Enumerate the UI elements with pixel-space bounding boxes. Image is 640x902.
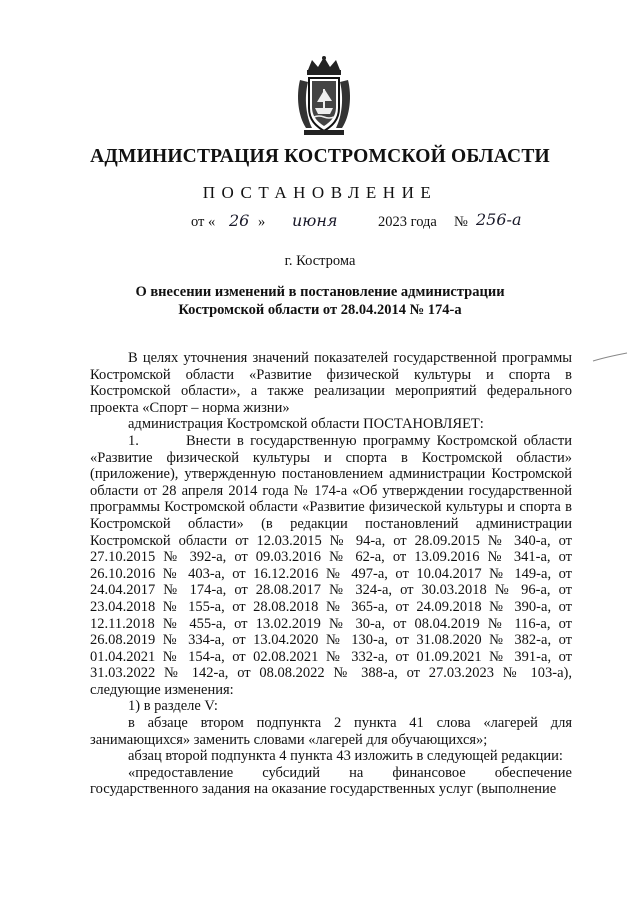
date-month-handwritten: июня [292, 211, 338, 230]
item-1-text: Внести в государственную программу Костромской области «Развитие физической культуры и спорта в Костромской области» (приложение), утвержденную постановлением администрации Костромской области от 28 апреля 2014 года № 174-а «Об утверждении государственной программы Костромской области «Развитие физической культуры и спорта в Костромской области» (в редакции постановлений администрации Костромской области от 12.03.2015 № 94-а, от 28.09.2015 № 340-а, от 27.10.2015 № 392-а, от 09.03.2016 № 62-а, от 13.09.2016 № 341-а, от 26.10.2016 № 403-а, от 16.12.2016 № 497-а, от 10.04.2017 № 149-а, от 24.04.2017 № 174-а, от 28.08.2017 № 324-а, от 30.03.2018 № 96-а, от 23.04.2018 № 155-а, от 28.08.2018 № 365-а, от 24.09.2018 № 390-а, от 12.11.2018 № 455-а, от 13.02.2019 № 30-а, от 08.04.2019 № 116-а, от 26.08.2019 № 334-а, от 13.04.2020 № 130-а, от 31.08.2020 № 382-а, от 01.04.2021 № 154-а, от 02.08.2021 № 332-а, от 01.09.2021 № 391-а, от 31.03.2022 № 142-а, от 08.08.2022 № 388-а, от 27.03.2023 № 103-а), следующие изменения: [90, 432, 572, 698]
number-sign: № [454, 214, 468, 230]
resolves-paragraph: администрация Костромской области ПОСТАНОВЛЯЕТ: [128, 416, 484, 433]
date-day-handwritten: 26 [229, 211, 250, 230]
subitem-1-paragraph: 1) в разделе V: [128, 698, 218, 715]
document-body [90, 350, 572, 798]
paragraph-c: «предоставление субсидий на финансовое обеспечение государственного задания на оказание государственных услуг (выполнение [90, 764, 572, 798]
document-type: ПОСТАНОВЛЕНИЕ [202, 183, 438, 202]
date-close-quote: » [258, 214, 266, 230]
document-title [0, 283, 640, 319]
organization-title: АДМИНИСТРАЦИЯ КОСТРОМСКОЙ ОБЛАСТИ [90, 146, 550, 167]
paragraph-b: абзац второй подпункта 4 пункта 43 изложить в следующей редакции: [128, 748, 563, 765]
item-1-number: 1. [128, 432, 139, 449]
paragraph-a: в абзаце втором подпункта 2 пункта 41 слова «лагерей для занимающихся» заменить словами «лагерей для обучающихся»; [90, 715, 572, 748]
title-line-2: Костромской области от 28.04.2014 № 174-а [178, 302, 462, 318]
title-line-1: О внесении изменений в постановление администрации [135, 284, 505, 300]
date-prefix: от « [191, 214, 216, 230]
city: г. Кострома [284, 253, 356, 269]
pen-stroke-mark [592, 352, 628, 362]
date-year: 2023 года [378, 214, 437, 230]
item-1-paragraph [90, 433, 572, 699]
coat-of-arms-emblem [294, 56, 354, 138]
preamble-paragraph: В целях уточнения значений показателей государственной программы Костромской области «Развитие физической культуры и спорта в Костромской области», а также реализации мероприятий федерального проекта «Спорт – норма жизни» [90, 350, 572, 416]
number-value-handwritten: 256-а [476, 210, 522, 229]
